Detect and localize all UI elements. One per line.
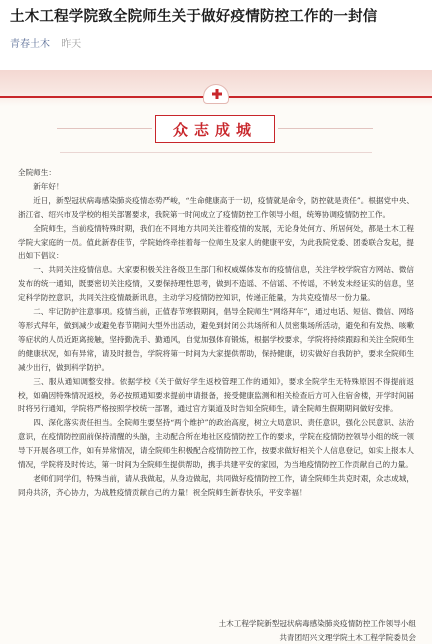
account-name-link[interactable]: 青春土木 xyxy=(10,39,50,50)
greeting: 新年好！ xyxy=(33,181,64,191)
letter-banner xyxy=(155,115,275,143)
paragraph: 四、深化落实责任担当。全院师生要坚持“两个维护”的政治高度，树立大局意识、责任意识，强化公民意识、法治意识，在疫情防控面前保持清醒的头脑，主动配合所在地社区疫情防控工作的要求，学院在疫情防控领导小组的统一领导下开展各项工作，如有异常情况，请全院师生积极配合疫情防控工作，按要求做好相关个人信息登记，如实上报本人情况，学院将及时传达，第一时间为全院师生提供帮助，携手共建平安的家园，为当地疫情防控工作贡献自己的力量。 xyxy=(18,418,414,470)
closing-paragraph: 老师们同学们，特殊当前，请从我做起，从身边做起，共同做好疫情防控工作，请全院师生共克时艰，众志成城，同舟共济，齐心协力，为战胜疫情贡献自己的力量！祝全院师生新春快乐，平安幸福！ xyxy=(18,473,414,497)
letter-image xyxy=(0,70,432,644)
letter-body xyxy=(18,166,414,500)
paragraph: 一、共同关注疫情信息。大家要积极关注各级卫生部门和权威媒体发布的疫情信息，关注学校学院官方网站、微信发布的统一通知，既要密切关注疫情，又要保持理性思考，做到不造谣、不信谣、不传谣，不转发未经证实的信息，坚定科学防控意识，共同关注疫情最新讯息，主动学习疫情防控知识，传递正能量，为共克疫情尽一份力量。 xyxy=(18,265,414,303)
paragraph: 近日，新型冠状病毒感染肺炎疫情态势严峻，“生命健康高于一切，疫情就是命令，防控就是责任”。根据党中央、浙江省、绍兴市及学校的相关部署要求，我院第一时间成立了疫情防控工作领导小组，统筹协调疫情防控工作。 xyxy=(18,195,414,219)
paragraph: 三、服从通知调整安排。依据学校《关于做好学生返校管理工作的通知》，要求全院学生无特殊原因不得提前返校，如确因特殊情况返校，务必按照通知要求提前申请报备，接受健康监测和相关检查后方可入住宿舍楼，开学时间届时将另行通知，学院将严格按照学校统一部署，通过官方渠道及时告知全院师生，请全院师生假期期间做好安排。 xyxy=(18,376,414,414)
salutation: 全院师生： xyxy=(18,168,56,177)
signature-line: 共青团绍兴文理学院土木工程学院委员会 xyxy=(279,633,416,642)
paragraph: 二、牢记防护注意事项。疫情当前，正值春节寒假期间，倡导全院师生“网络拜年”，通过电话、短信、微信、网络等形式拜年，做到减少或避免春节期间大型外出活动，避免到封闭公共场所和人员密集场所活动，避免和有发热、咳嗽等症状的人员近距离接触，坚持勤洗手、勤通风，自觉加强体育锻炼，根据学校要求，学院将持续跟踪和关注全院师生的健康状况，如有异常，请及时报告，学院将第一时间为大家提供帮助，保持健康，切实做好自我防护，要求全院师生减少出行，做到科学防护。 xyxy=(18,307,414,372)
publish-time: 昨天 xyxy=(61,39,82,50)
article-title: 土木工程学院致全院师生关于做好疫情防控工作的一封信 xyxy=(10,9,378,25)
banner-text: 众志成城 xyxy=(172,120,257,139)
paragraph: 全院师生，当前疫情特殊时期，我们在不同地方共同关注着疫情的发展，无论身处何方、所居何处，都是土木工程学院大家庭的一员。值此新春佳节，学院始终牵挂着每一位师生及家人的健康平安，为此我院党委、团委联合发起，提出如下倡议： xyxy=(18,223,414,261)
banner-divider xyxy=(60,152,372,153)
nurse-cap-icon xyxy=(203,84,229,104)
letter-signature xyxy=(120,617,416,644)
signature-line: 土木工程学院新型冠状病毒感染肺炎疫情防控工作领导小组 xyxy=(218,619,416,628)
article-meta xyxy=(10,39,81,51)
